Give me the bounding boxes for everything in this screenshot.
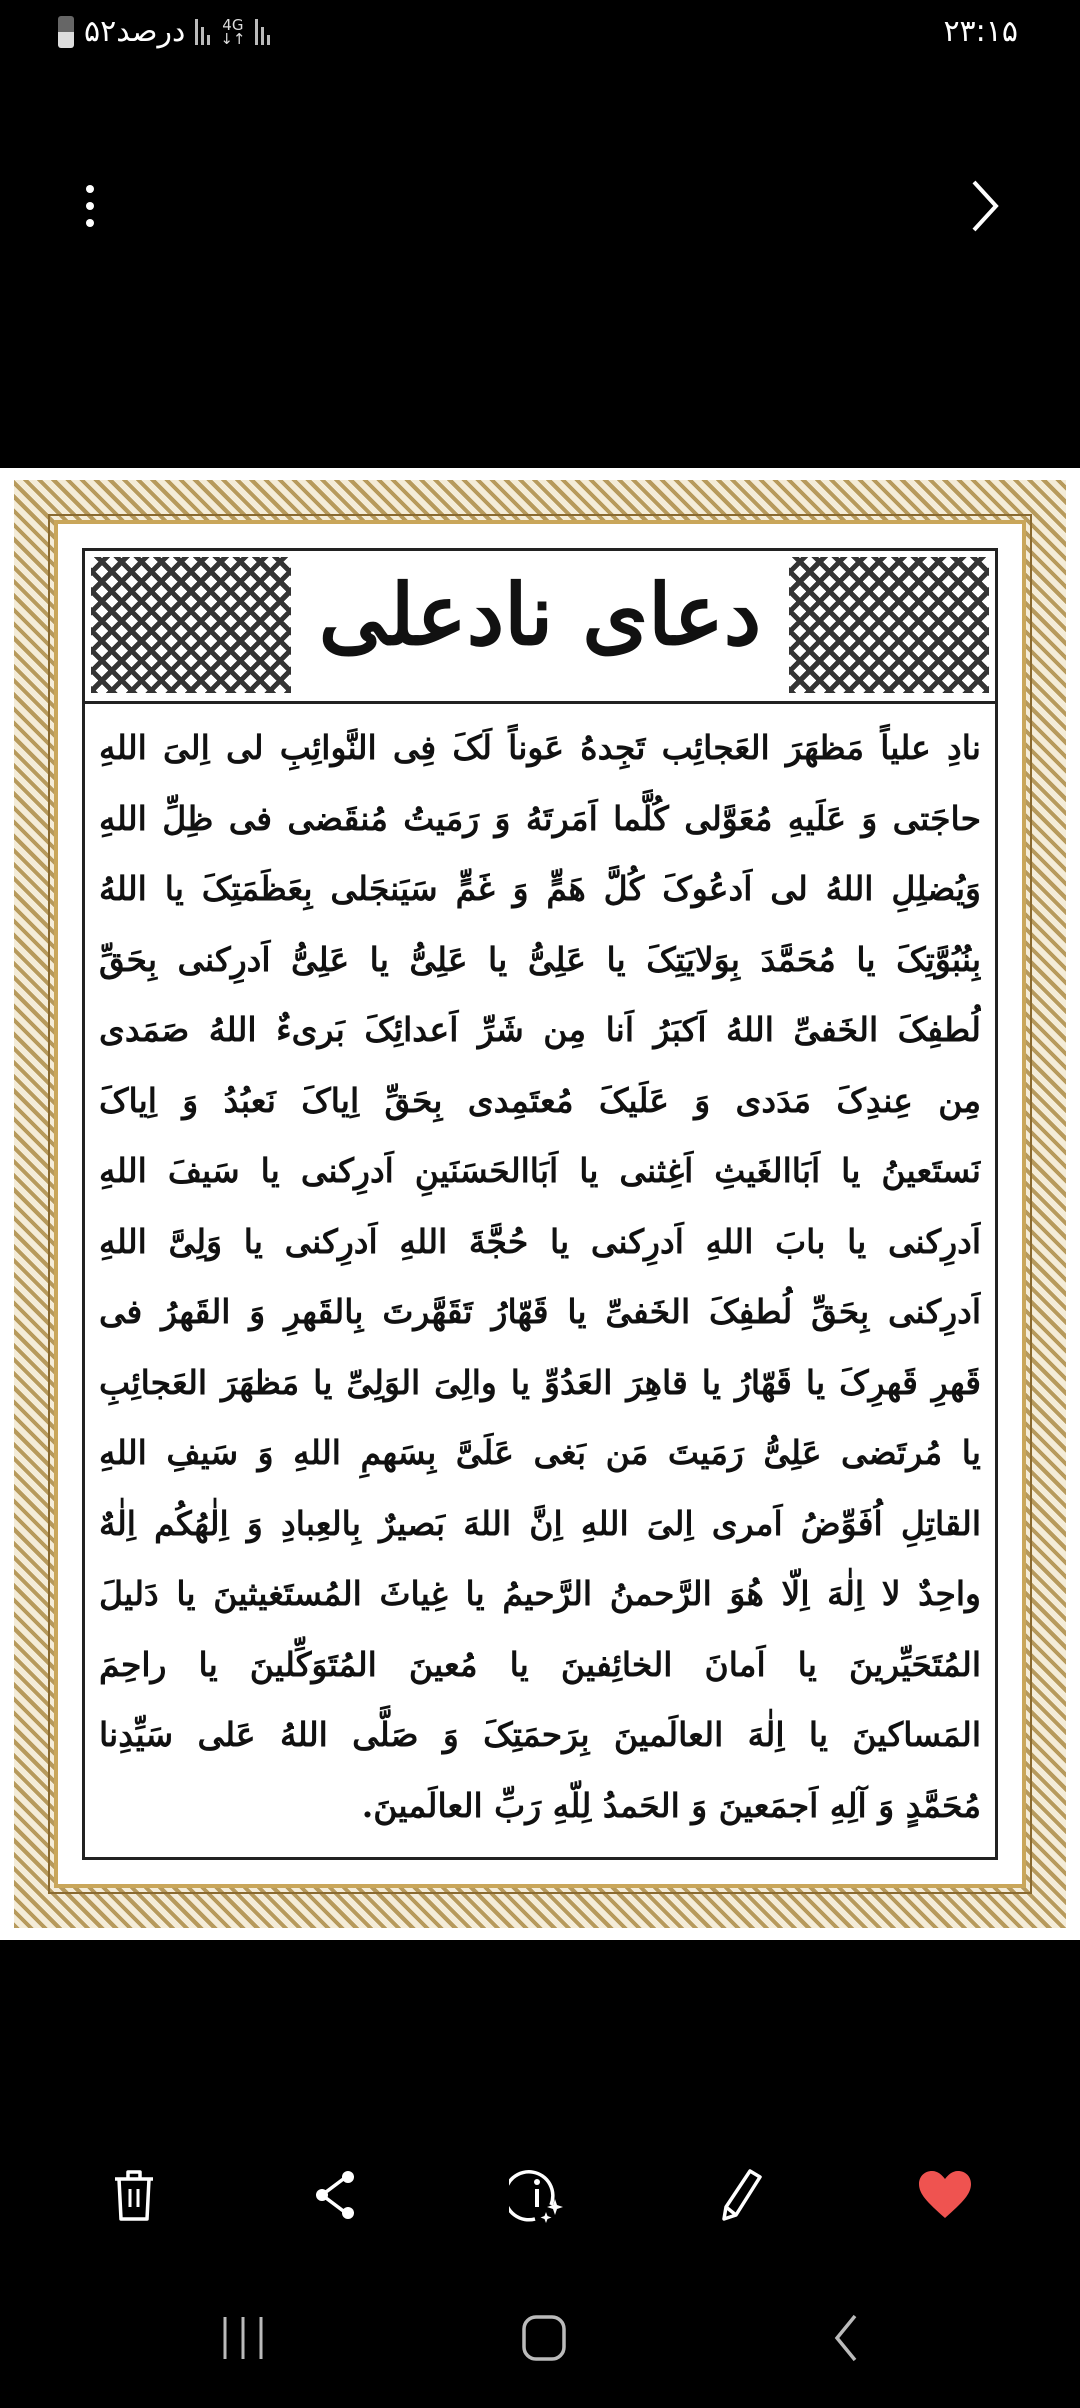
prayer-line: مِن عِندِکَ مَدَدی وَ عَلَیکَ مُعتَمِدی بِحَقِّ اِیاکَ نَعبُدُ وَ اِیاکَ <box>99 1080 981 1120</box>
ornamental-border <box>14 480 1066 1928</box>
prayer-text <box>99 713 981 1841</box>
back-icon <box>831 2313 861 2363</box>
home-icon <box>521 2314 567 2362</box>
status-bar <box>0 0 1080 70</box>
prayer-line: القاتِلِ اُفَوِّضُ اَمری اِلیَ اللهِ اِنَّ اللهَ بَصیرٌ بِالعِبادِ وَ اِلٰهُکُم اِلٰهٌ <box>99 1503 981 1543</box>
prayer-line: المُتَحَیِّرینَ یا اَمانَ الخائِفینَ یا مُعینَ المُتَوَکِّلینَ یا راحِمَ <box>99 1644 981 1684</box>
image-viewer[interactable] <box>0 468 1080 1940</box>
more-options-icon <box>80 181 100 231</box>
prayer-line: نادِ علیاً مَظهَرَ العَجائِب تَجِدهُ عَوناً لَکَ فِی النَّوائِبِ لی اِلیَ اللهِ <box>99 728 981 767</box>
next-image-button[interactable] <box>955 176 1015 236</box>
navigation-bar <box>0 2300 1080 2380</box>
share-icon <box>310 2169 360 2221</box>
prayer-title: دعای نادعلی <box>318 565 762 664</box>
title-box <box>85 551 995 704</box>
recent-apps-button[interactable] <box>208 2300 278 2376</box>
prayer-line: وَیُضلِلِ اللهُ لی اَدعُوکَ کُلَّ هَمٍّ وَ غَمٍّ سَیَنجَلی بِعَظَمَتِکَ یا اللهُ <box>99 869 981 908</box>
prayer-line: حاجَتی وَ عَلَیهِ مُعَوَّلی کُلَّما اَمَرتَهُ وَ رَمَیتُ مُنقَضی فی ظِلِّ اللهِ <box>99 798 981 838</box>
edit-icon <box>714 2167 770 2223</box>
prayer-line: یا مُرتَضی عَلِیُّ رَمَیتَ مَن بَغی عَلَیَّ بِسَهمِ اللهِ وَ سَیفِ اللهِ <box>99 1433 981 1472</box>
prayer-line: نَستَعینُ یا اَبَاالغَیثِ اَغِثنی یا اَبَاالحَسَنَینِ اَدرِکنی یا سَیفَ اللهِ <box>99 1151 981 1190</box>
info-icon <box>509 2165 569 2225</box>
gold-frame <box>54 520 1026 1888</box>
prayer-line: مُحَمَّدٍ وَ آلِهِ اَجمَعینَ وَ الحَمدُ لِلّهِ رَبِّ العالَمینَ. <box>361 1785 981 1825</box>
prayer-line: لُطفِکَ الخَفیِّ اللهُ اَکبَرُ اَنا مِن شَرِّ اَعدائِکَ بَریءٌ اللهُ صَمَدی <box>99 1010 981 1049</box>
edit-button[interactable] <box>707 2160 777 2230</box>
prayer-line: بِنُبُوَّتِکَ یا مُحَمَّدَ بِوَلایَتِکَ یا عَلِیُّ یا عَلِیُّ یا عَلِیُّ اَدرِکنی بِحَقِّ <box>99 939 981 979</box>
signal-icon <box>195 19 210 45</box>
prayer-line: اَدرِکنی بِحَقِّ لُطفِکَ الخَفیِّ یا قَهّارُ تَقَهَّرتَ بِالقَهرِ وَ القَهرُ فی <box>99 1292 981 1331</box>
status-time: ۲۳:۱۵ <box>943 14 1018 49</box>
bottom-toolbar <box>0 2160 1080 2230</box>
prayer-line: قَهرِ قَهرِکَ یا قَهّارُ یا قاهِرَ العَدُوِّ یا والِیَ الوَلِیِّ یا مَظهَرَ العَجائِبِ <box>99 1362 981 1402</box>
delete-button[interactable] <box>99 2160 169 2230</box>
battery-text: ۵۲درصد <box>84 14 186 49</box>
prayer-panel <box>82 548 998 1860</box>
home-button[interactable] <box>509 2300 579 2376</box>
prayer-line: المَساکینَ یا اِلٰهَ العالَمینَ بِرَحمَتِکَ وَ صَلَّی اللهُ عَلی سَیِّدِنا <box>99 1715 981 1754</box>
favorite-button[interactable] <box>910 2160 980 2230</box>
signal-icon <box>255 19 270 45</box>
details-button[interactable] <box>504 2160 574 2230</box>
back-button[interactable] <box>811 2300 881 2376</box>
battery-icon <box>58 16 74 48</box>
status-left <box>58 14 270 49</box>
more-options-button[interactable] <box>60 176 120 236</box>
recent-apps-icon <box>221 2315 265 2361</box>
prayer-line: واحِدٌ لا اِلٰهَ اِلّا هُوَ الرَّحمنُ الرَّحیمُ یا غِیاثَ المُستَغیثینَ یا دَلیلَ <box>99 1574 981 1613</box>
chevron-right-icon <box>970 179 1000 233</box>
share-button[interactable] <box>300 2160 370 2230</box>
favorite-icon <box>917 2170 973 2220</box>
prayer-line: اَدرِکنی یا بابَ اللهِ اَدرِکنی یا حُجَّةَ اللهِ اَدرِکنی یا وَلِیَّ اللهِ <box>99 1221 981 1261</box>
delete-icon <box>109 2167 159 2223</box>
network-4g-icon: 4G ↓↑ <box>220 15 246 48</box>
